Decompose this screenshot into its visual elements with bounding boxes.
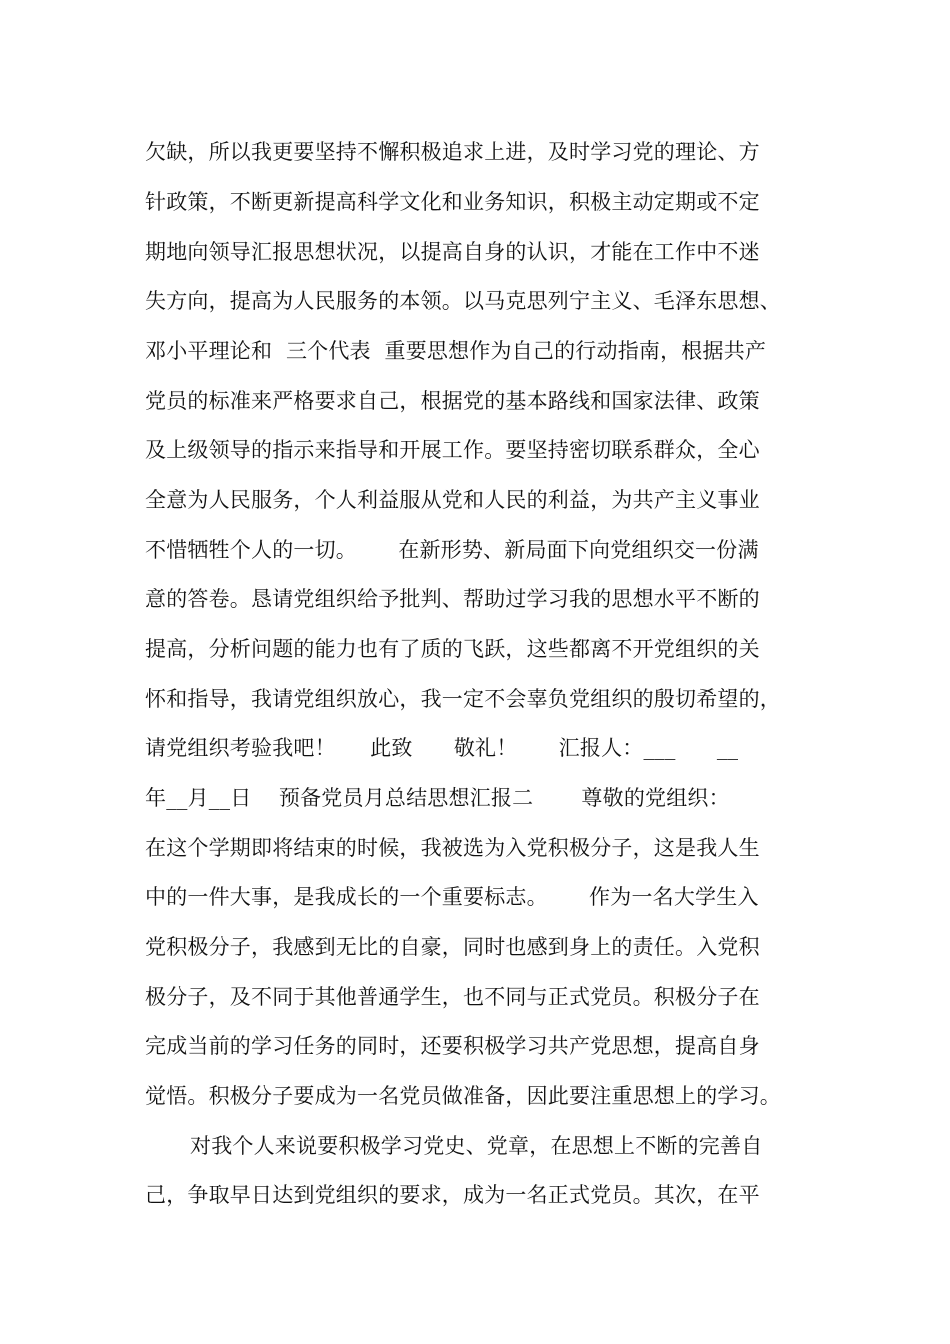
text-line: 意的答卷。恳请党组织给予批判、帮助过学习我的思想水平不断的 [145,587,760,611]
text-line: 中的一件大事，是我成长的一个重要标志。 作为一名大学生入 [145,885,759,909]
text-line: 不惜牺牲个人的一切。 在新形势、新局面下向党组织交一份满 [145,538,759,562]
text-line: 失方向，提高为人民服务的本领。以马克思列宁主义、毛泽东思想、 [145,289,781,313]
text-line: 党积极分子，我感到无比的自豪，同时也感到身上的责任。入党积 [145,935,760,959]
text-line: 己，争取早日达到党组织的要求，成为一名正式党员。其次，在平 [145,1183,760,1207]
text-line: 党员的标准来严格要求自己，根据党的基本路线和国家法律、政策 [145,389,760,413]
text-line: 觉悟。积极分子要成为一名党员做准备，因此要注重思想上的学习。 [145,1084,781,1108]
text-line: 欠缺，所以我更要坚持不懈积极追求上进，及时学习党的理论、方 [145,140,760,164]
text-line: 针政策，不断更新提高科学文化和业务知识，积极主动定期或不定 [145,190,760,214]
text-line: 邓小平理论和 三个代表 重要思想作为自己的行动指南，根据共产 [145,339,767,363]
text-line: 年__月__日 预备党员月总结思想汇报二 尊敬的党组织： [145,786,730,810]
text-line: 期地向领导汇报思想状况，以提高自身的认识，才能在工作中不迷 [145,240,760,264]
text-line: 请党组织考验我吧！ 此致 敬礼！ 汇报人：___ __ [145,736,739,760]
text-line: 完成当前的学习任务的同时，还要积极学习共产党思想，提高自身 [145,1034,760,1058]
text-line: 提高，分析问题的能力也有了质的飞跃，这些都离不开党组织的关 [145,637,760,661]
text-line: 全意为人民服务，个人利益服从党和人民的利益，为共产主义事业 [145,488,760,512]
text-line: 在这个学期即将结束的时候，我被选为入党积极分子，这是我人生 [145,836,760,860]
text-line: 极分子，及不同于其他普通学生，也不同与正式党员。积极分子在 [145,985,760,1009]
text-line: 怀和指导，我请党组织放心，我一定不会辜负党组织的殷切希望的， [145,687,781,711]
text-line: 及上级领导的指示来指导和开展工作。要坚持密切联系群众，全心 [145,438,760,462]
text-line: 对我个人来说要积极学习党史、党章，在思想上不断的完善自 [190,1134,763,1158]
